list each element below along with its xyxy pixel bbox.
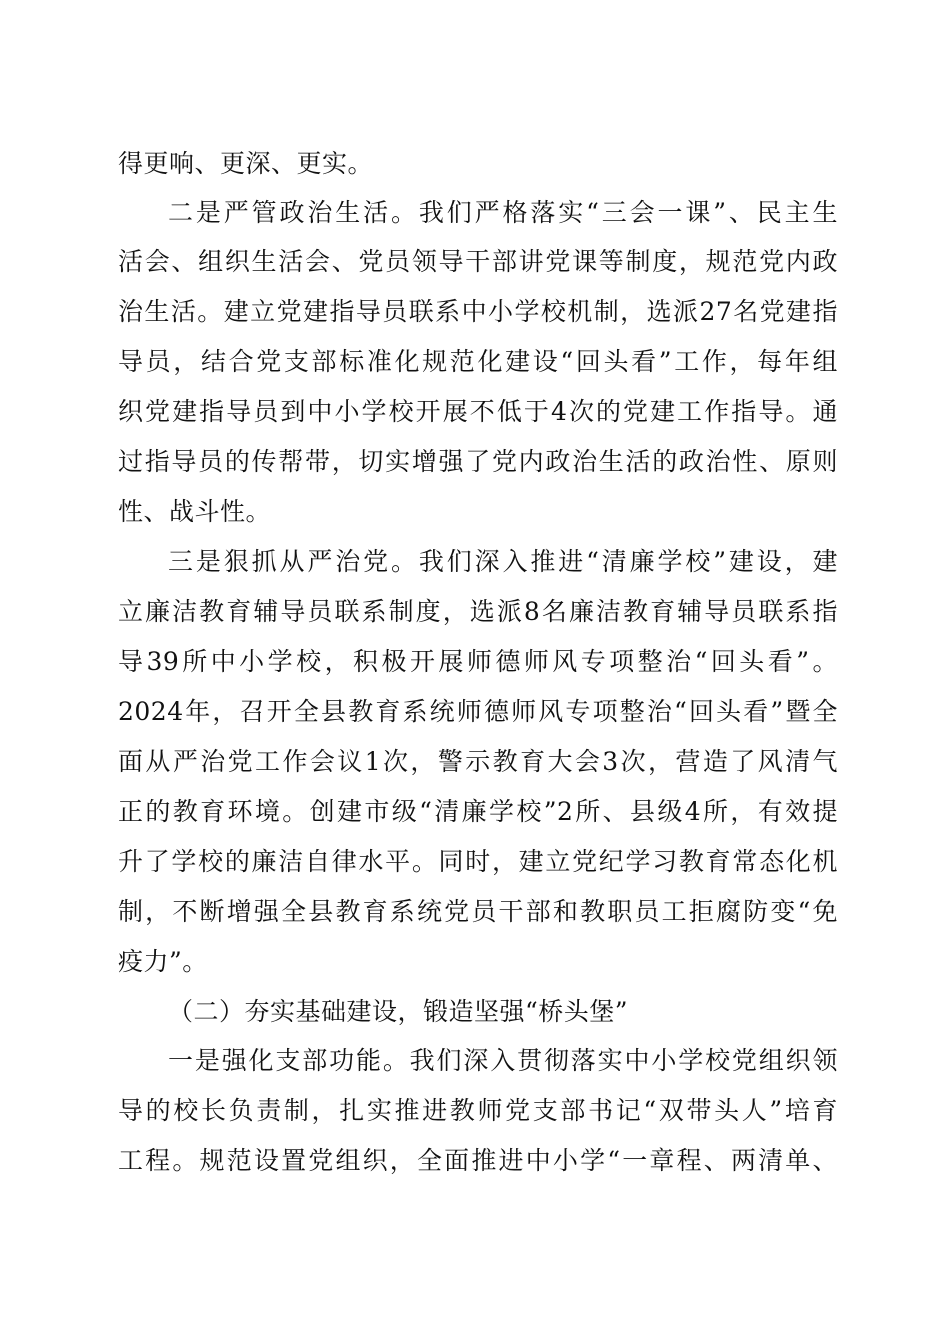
text-line: 升了学校的廉洁自律水平。同时，建立党纪学习教育常态化机 (118, 847, 838, 876)
text-line: 导员，结合党支部标准化规范化建设“回头看”工作，每年组 (118, 347, 838, 376)
text-line: 一是强化支部功能。我们深入贯彻落实中小学校党组织领 (168, 1046, 838, 1075)
text-line: 制，不断增强全县教育系统党员干部和教职员工拒腐防变“免 (118, 897, 838, 926)
text-line: 治生活。建立党建指导员联系中小学校机制，选派27名党建指 (118, 297, 838, 326)
text-line: 得更响、更深、更实。 (118, 149, 374, 178)
text-line: 性、战斗性。 (118, 497, 272, 526)
text-line: 导39所中小学校，积极开展师德师风专项整治“回头看”。 (118, 647, 838, 676)
text-line: 2024年，召开全县教育系统师德师风专项整治“回头看”暨全 (118, 697, 838, 726)
text-line: 活会、组织生活会、党员领导干部讲党课等制度，规范党内政 (118, 247, 838, 276)
text-line: 工程。规范设置党组织，全面推进中小学“一章程、两清单、 (118, 1146, 838, 1175)
text-line: 疫力”。 (118, 947, 208, 976)
section-heading: （二）夯实基础建设，锻造坚强“桥头堡” (168, 997, 629, 1026)
text-line: 二是严管政治生活。我们严格落实“三会一课”、民主生 (168, 198, 838, 227)
text-line: 面从严治党工作会议1次，警示教育大会3次，营造了风清气 (118, 747, 838, 776)
text-line: 三是狠抓从严治党。我们深入推进“清廉学校”建设，建 (168, 547, 838, 576)
text-line: 正的教育环境。创建市级“清廉学校”2所、县级4所，有效提 (118, 797, 838, 826)
text-line: 导的校长负责制，扎实推进教师党支部书记“双带头人”培育 (118, 1096, 838, 1125)
text-line: 过指导员的传帮带，切实增强了党内政治生活的政治性、原则 (118, 447, 838, 476)
text-line: 织党建指导员到中小学校开展不低于4次的党建工作指导。通 (118, 397, 838, 426)
text-line: 立廉洁教育辅导员联系制度，选派8名廉洁教育辅导员联系指 (118, 597, 838, 626)
